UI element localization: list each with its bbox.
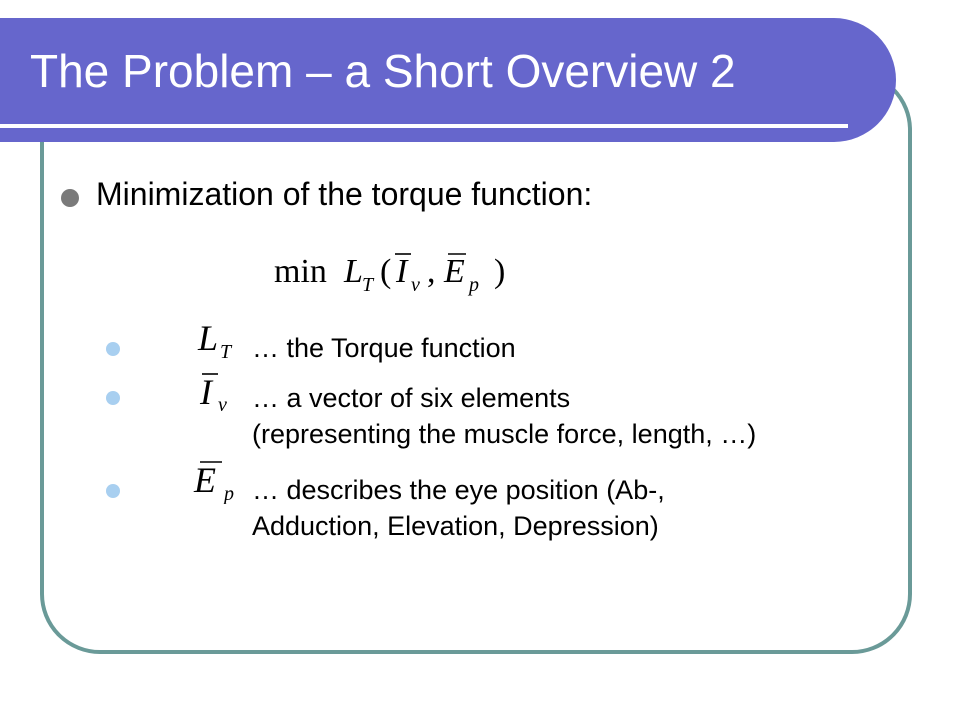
formula-min: min xyxy=(274,253,327,290)
formula-min-lt xyxy=(270,240,520,302)
svg-text:E: E xyxy=(194,460,216,500)
svg-text:L: L xyxy=(198,318,219,358)
main-bullet-text: Minimization of the torque function: xyxy=(96,176,593,212)
slide-title: The Problem – a Short Overview 2 xyxy=(30,45,736,97)
formula-comma: , xyxy=(427,253,436,290)
sub-bullet-dot xyxy=(106,484,120,498)
main-bullet-dot xyxy=(61,189,79,207)
title-underline xyxy=(0,124,848,128)
formula-E: E xyxy=(444,253,465,290)
item-text-torque: … the Torque function xyxy=(252,333,516,363)
svg-text:I: I xyxy=(200,372,212,412)
formula-v: v xyxy=(411,274,420,296)
sub-bullet-dot xyxy=(106,342,120,356)
symbol-E-p xyxy=(190,448,246,504)
sub-bullet-dot xyxy=(106,391,120,405)
svg-text:p: p xyxy=(224,483,234,504)
formula-p: p xyxy=(469,274,479,296)
symbol-I-v xyxy=(196,368,246,414)
item-text-vector: … a vector of six elements (representing the muscle force, length, …) xyxy=(252,383,757,449)
svg-text:v: v xyxy=(218,394,227,414)
formula-open-paren: ( xyxy=(380,253,392,290)
formula-T: T xyxy=(362,274,374,296)
formula-close-paren: ) xyxy=(494,253,506,290)
item-text-eye-position: … describes the eye position (Ab-, Adduction, Elevation, Depression) xyxy=(252,475,665,541)
formula-I: I xyxy=(396,253,408,290)
svg-text:T: T xyxy=(220,341,232,363)
formula-L: L xyxy=(344,253,363,290)
symbol-L-T xyxy=(196,312,246,364)
